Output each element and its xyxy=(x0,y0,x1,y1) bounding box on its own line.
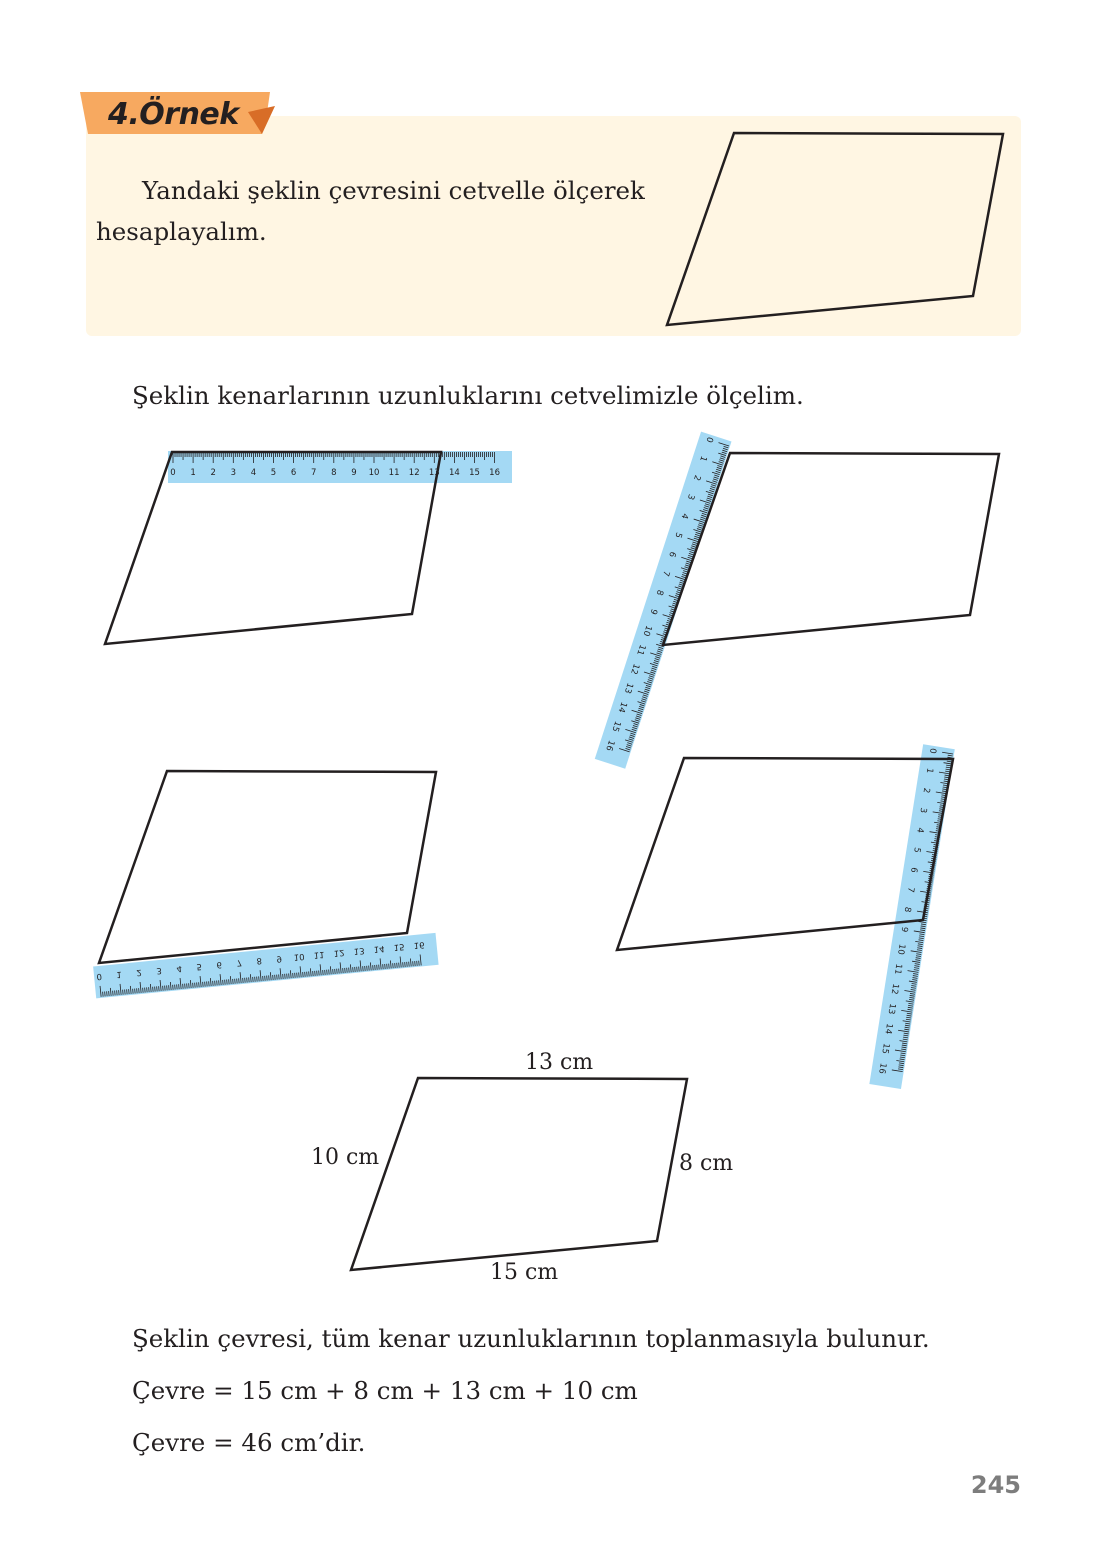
ruler-tick-label: 9 xyxy=(351,468,357,478)
quadrilateral-3 xyxy=(99,771,436,966)
quadrilateral-4 xyxy=(617,758,953,950)
ruler-tick-label: 1 xyxy=(923,767,935,775)
instruction-text: Şeklin kenarlarının uzunluklarını cetvelimizle ölçelim. xyxy=(132,381,804,410)
figure-top-right xyxy=(595,432,999,769)
figure-bottom-left xyxy=(93,771,438,998)
ruler-tick-label: 9 xyxy=(275,953,283,964)
ruler-tick-label: 12 xyxy=(333,946,345,958)
ruler-tick-label: 1 xyxy=(190,468,196,478)
ruler-tick-label: 6 xyxy=(290,468,297,478)
ruler-tick-label: 9 xyxy=(898,925,910,933)
ruler-tick-label: 8 xyxy=(901,906,913,913)
ruler-tick-label: 0 xyxy=(926,747,938,755)
ruler-top-edge xyxy=(168,451,512,483)
ruler-tick-label: 1 xyxy=(697,454,709,463)
explanation-line-1: Şeklin çevresi, tüm kenar uzunluklarının toplanmasıyla bulunur. xyxy=(132,1324,930,1353)
dim-label-right: 8 cm xyxy=(679,1151,734,1176)
ruler-tick-label: 8 xyxy=(653,588,665,597)
ruler-tick-label: 7 xyxy=(904,886,916,894)
ruler-tick-label: 13 xyxy=(621,681,635,695)
ruler-tick-label: 14 xyxy=(882,1022,895,1035)
intro-text-content: Yandaki şeklin çevresini cetvelle ölçerek hesaplayalım. xyxy=(96,176,645,246)
figure-top-left xyxy=(105,451,512,644)
ruler-tick-label: 7 xyxy=(659,569,672,578)
ruler-tick-label: 5 xyxy=(672,530,684,540)
ruler-tick-label: 11 xyxy=(634,643,648,657)
example-quadrilateral xyxy=(667,133,1003,325)
ruler-tick-label: 12 xyxy=(888,982,901,996)
ruler-tick-label: 3 xyxy=(155,964,163,976)
ruler-tick-label: 8 xyxy=(255,955,263,966)
ruler-tick-label: 6 xyxy=(666,550,678,559)
ruler-tick-label: 2 xyxy=(691,473,703,482)
ruler-tick-label: 5 xyxy=(195,960,203,972)
ruler-tick-label: 11 xyxy=(891,962,904,976)
ruler-tick-label: 14 xyxy=(373,942,386,954)
ruler-tick-label: 13 xyxy=(428,468,440,478)
ruler-tick-label: 11 xyxy=(388,468,400,478)
ruler-tick-label: 9 xyxy=(647,607,659,616)
ruler-tick-label: 2 xyxy=(920,786,932,794)
ruler-tick-label: 14 xyxy=(448,468,460,478)
explanation-line-3: Çevre = 46 cm’dir. xyxy=(132,1428,366,1457)
example-label: 4.Örnek xyxy=(108,97,239,132)
dim-label-bottom: 15 cm xyxy=(490,1260,559,1285)
ruler-tick-label: 13 xyxy=(885,1002,898,1015)
page-number: 245 xyxy=(970,1471,1021,1499)
ruler-tick-label: 7 xyxy=(310,468,317,478)
ruler-tick-label: 5 xyxy=(270,468,277,478)
ruler-tick-label: 11 xyxy=(313,948,325,960)
ruler-right-edge xyxy=(869,744,954,1089)
dim-label-top: 13 cm xyxy=(525,1050,594,1075)
ruler-tick-label: 10 xyxy=(640,623,654,638)
ruler-tick-label: 3 xyxy=(684,492,696,501)
ruler-tick-label: 4 xyxy=(914,826,926,834)
ruler-tick-label: 2 xyxy=(210,468,216,478)
ruler-tick-label: 15 xyxy=(469,468,480,478)
ruler-tick-label: 4 xyxy=(250,468,257,478)
ruler-tick-label: 15 xyxy=(879,1042,891,1055)
ruler-tick-label: 12 xyxy=(408,468,420,478)
ruler-tick-label: 13 xyxy=(353,944,366,956)
ruler-tick-label: 2 xyxy=(135,966,143,978)
ruler-tick-label: 0 xyxy=(95,970,103,982)
ruler-tick-label: 3 xyxy=(917,806,929,814)
ruler-tick-label: 7 xyxy=(235,956,243,968)
ruler-tick-label: 8 xyxy=(331,468,337,478)
ruler-body xyxy=(869,744,954,1089)
ruler-tick-label: 4 xyxy=(175,962,183,974)
dim-label-left: 10 cm xyxy=(311,1145,380,1170)
labelled-quadrilateral xyxy=(351,1078,687,1270)
ruler-tick-label: 15 xyxy=(393,941,406,953)
ruler-tick-label: 16 xyxy=(876,1062,888,1075)
explanation-line-2: Çevre = 15 cm + 8 cm + 13 cm + 10 cm xyxy=(132,1376,638,1405)
ruler-tick-label: 10 xyxy=(368,468,380,478)
ruler-tick-label: 16 xyxy=(489,468,501,478)
ruler-tick-label: 15 xyxy=(609,719,623,733)
ruler-left-edge xyxy=(595,432,732,769)
ruler-tick-label: 16 xyxy=(413,939,426,951)
ruler-tick-label: 6 xyxy=(908,866,919,874)
ruler-tick-label: 10 xyxy=(293,950,305,962)
ruler-tick-label: 16 xyxy=(603,738,617,753)
ruler-bottom-edge xyxy=(93,933,438,998)
ruler-tick-label: 4 xyxy=(678,511,690,521)
ruler-tick-label: 10 xyxy=(895,943,907,956)
ruler-tick-label: 0 xyxy=(703,435,715,444)
ruler-tick-label: 5 xyxy=(911,846,922,854)
ruler-tick-label: 0 xyxy=(170,468,176,478)
ruler-tick-label: 6 xyxy=(215,958,223,970)
ruler-tick-label: 1 xyxy=(115,968,123,980)
ruler-tick-label: 14 xyxy=(615,700,629,714)
ruler-tick-label: 3 xyxy=(230,468,237,478)
figure-bottom-right xyxy=(617,744,955,1089)
ruler-tick-label: 12 xyxy=(628,662,641,676)
